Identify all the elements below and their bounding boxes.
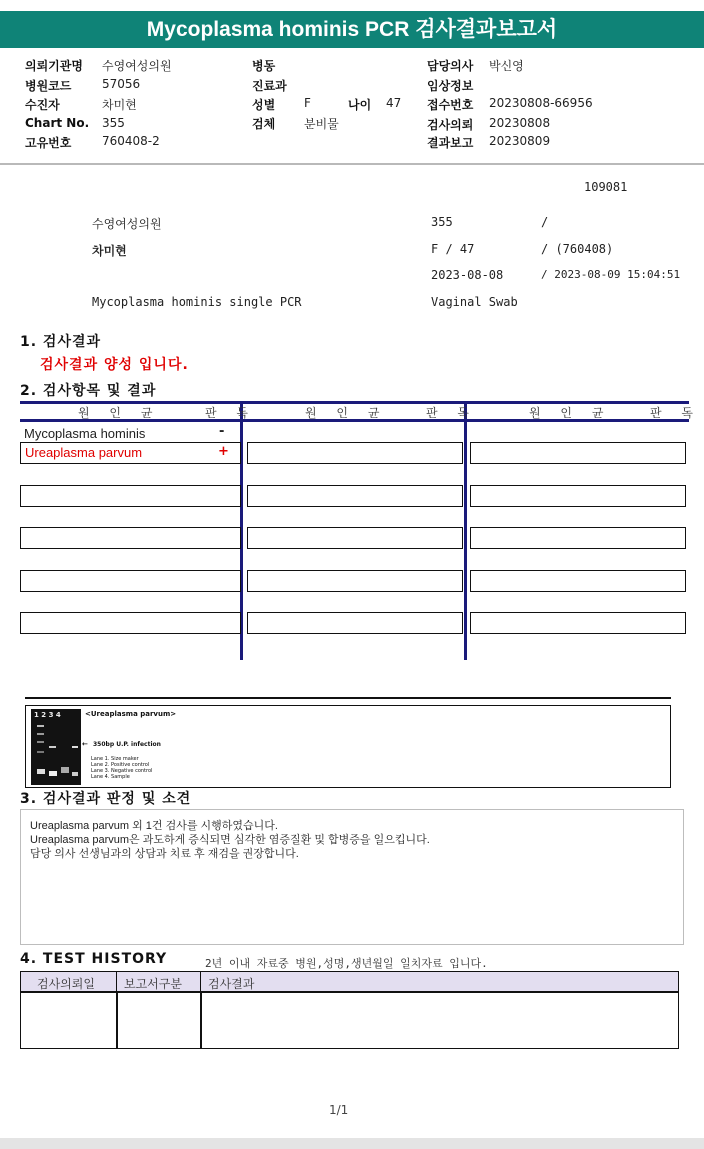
history-body-cell (20, 991, 118, 1049)
col2-pathogen-head: 원 인 균 (305, 406, 388, 420)
slip-clinic: 수영여성의원 (92, 217, 162, 231)
slip-patient: 차미현 (92, 244, 127, 258)
gel-top-rule (25, 697, 671, 699)
gel-bands-graphic (31, 709, 81, 785)
doctor-value: 박신영 (489, 59, 524, 73)
report-value: 20230809 (489, 134, 551, 148)
gel-arrow-icon: ← (82, 740, 88, 748)
gel-legend-item: Lane 4. Sample (91, 774, 130, 780)
opinion-box (20, 809, 684, 945)
patient-label: 수진자 (25, 98, 60, 112)
report-title: Mycoplasma hominis PCR 검사결과보고서 (146, 18, 558, 41)
history-body-cell (116, 991, 202, 1049)
info-divider (0, 163, 704, 165)
code-label: 병원코드 (25, 79, 72, 93)
slip-chart: 355 (431, 215, 453, 229)
slip-test-name: Mycoplasma hominis single PCR (92, 295, 302, 309)
result-name: Ureaplasma parvum (25, 445, 143, 460)
result-box (20, 442, 241, 464)
specimen-label: 검체 (252, 117, 276, 131)
chart-value: 355 (102, 116, 125, 130)
result-name: Mycoplasma hominis (24, 426, 146, 441)
history-header-cell (20, 971, 118, 993)
result-box (470, 442, 686, 464)
result-box (20, 570, 241, 592)
history-col-date: 검사의뢰일 (37, 977, 95, 991)
gel-image-frame (25, 705, 671, 788)
section1-title: 1. 검사결과 (20, 334, 102, 350)
patient-value: 차미현 (102, 98, 137, 112)
positive-message: 검사결과 양성 입니다. (40, 357, 189, 373)
history-col-result: 검사결과 (208, 977, 255, 991)
col3-judge-head: 판 독 (650, 406, 701, 420)
opinion-line: Ureaplasma parvum은 과도하게 증식되면 심각한 염증질환 및 합병증을 일으킵니다. (30, 834, 430, 846)
clinic-label: 의뢰기관명 (25, 59, 83, 73)
col1-pathogen-head: 원 인 균 (78, 406, 161, 420)
result-box (20, 612, 241, 634)
request-value: 20230808 (489, 116, 551, 130)
result-box (247, 570, 463, 592)
request-label: 검사의뢰 (427, 118, 474, 132)
clinical-label: 임상정보 (427, 79, 474, 93)
footer-bar (0, 1138, 704, 1149)
result-box (20, 485, 241, 507)
result-box (247, 527, 463, 549)
chart-label: Chart No. (25, 116, 90, 130)
history-header-cell (116, 971, 202, 993)
gel-legend (91, 756, 152, 780)
history-col-type: 보고서구분 (124, 977, 182, 991)
sex-label: 성별 (252, 98, 276, 112)
history-body-cell (200, 991, 679, 1049)
result-box (470, 570, 686, 592)
slip-slash: / (541, 215, 549, 229)
section3-title: 3. 검사결과 판정 및 소견 (20, 791, 192, 807)
ward-label: 병동 (252, 59, 276, 73)
doctor-label: 담당의사 (427, 59, 474, 73)
slip-sex-age: F / 47 (431, 242, 475, 256)
gel-legend-item: Lane 1. Size maker (91, 756, 139, 762)
slip-received: 2023-08-08 (431, 268, 504, 282)
receipt-value: 20230808-66956 (489, 96, 593, 110)
gel-electrophoresis-image (31, 709, 81, 785)
section2-title: 2. 검사항목 및 결과 (20, 383, 157, 399)
opinion-line: 담당 의사 선생님과의 상담과 치료 후 재검을 권장합니다. (30, 848, 299, 860)
col3-pathogen-head: 원 인 균 (529, 406, 612, 420)
result-box (247, 612, 463, 634)
column-divider-2 (464, 401, 467, 660)
slip-reported: / 2023-08-09 15:04:51 (541, 268, 681, 281)
unique-value: 760408-2 (102, 134, 160, 148)
result-box (247, 485, 463, 507)
result-box (470, 612, 686, 634)
code-value: 57056 (102, 77, 141, 91)
receipt-label: 접수번호 (427, 98, 474, 112)
col2-judge-head: 판 독 (426, 406, 477, 420)
gel-legend-item: Lane 2. Positive control (91, 762, 150, 768)
history-header-cell (200, 971, 679, 993)
result-mark: + (218, 444, 229, 459)
page-number: 1/1 (329, 1103, 349, 1117)
col1-judge-head: 판 독 (205, 406, 256, 420)
result-box (20, 527, 241, 549)
gel-legend-item: Lane 3. Negative control (91, 768, 153, 774)
clinic-value: 수영여성의원 (102, 59, 172, 73)
age-value: 47 (386, 96, 402, 110)
age-label: 나이 (348, 98, 372, 112)
unique-label: 고유번호 (25, 136, 72, 150)
gel-band-label: 350bp U.P. infection (93, 741, 161, 748)
result-mark: - (219, 424, 225, 439)
dept-label: 진료과 (252, 79, 287, 93)
slip-birth: / (760408) (541, 242, 614, 256)
slip-number: 109081 (584, 180, 628, 194)
slip-specimen: Vaginal Swab (431, 295, 518, 309)
opinion-line: Ureaplasma parvum 외 1건 검사를 시행하였습니다. (30, 820, 278, 832)
history-note: 2년 이내 자료중 병원,성명,생년월일 일치자료 입니다. (205, 957, 488, 970)
result-box (247, 442, 463, 464)
report-title-bar (0, 11, 704, 48)
sex-value: F (304, 96, 311, 110)
report-label: 결과보고 (427, 136, 474, 150)
section4-title: 4. TEST HISTORY (20, 951, 168, 967)
specimen-value: 분비물 (304, 117, 339, 131)
gel-lane-numbers: 1 2 3 4 (34, 711, 61, 719)
gel-title: <Ureaplasma parvum> (85, 710, 177, 718)
result-box (470, 485, 686, 507)
result-box (470, 527, 686, 549)
